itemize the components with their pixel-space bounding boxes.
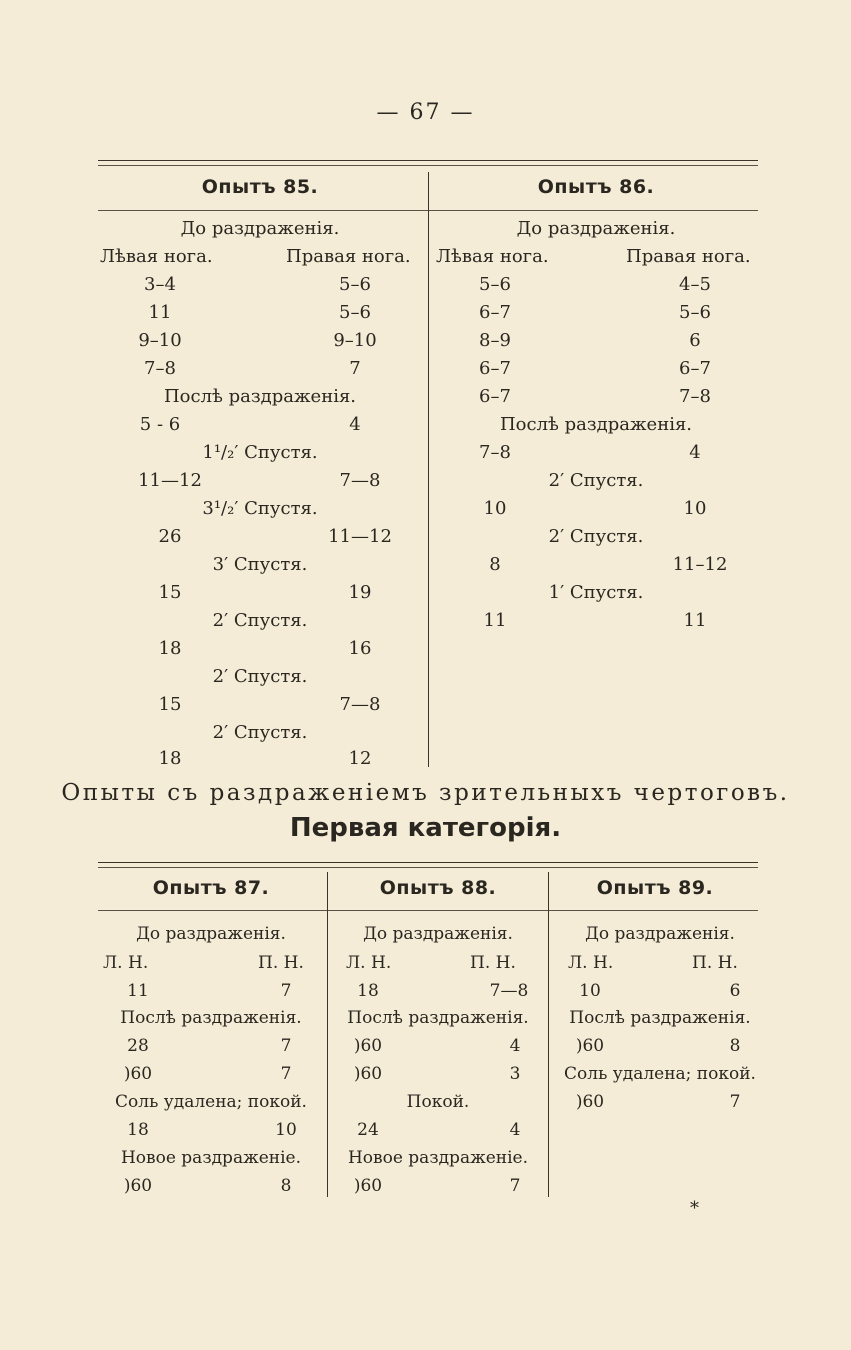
exp86-before-label: До раздраженія. [516,218,676,239]
exp87-note2: Новое раздраженіе. [120,1148,302,1168]
exp85-right-leg-header: Правая нога. [286,246,411,267]
exp86-interval3-right: 11 [683,610,707,631]
exp88-pn-header: П. Н. [470,953,516,973]
exp88-row1-right: 7—8 [489,981,529,1001]
exp87-row3-right: 7 [280,1064,292,1084]
exp88-note1: Покой. [406,1092,470,1112]
exp86-interval2-label: 2′ Спустя. [548,526,644,547]
exp87-title: Опытъ 87. [152,877,270,899]
bottom-table-rule-header [98,910,758,911]
footnote-mark: * [690,1198,699,1219]
exp87-row3-left: )60 [123,1064,153,1084]
bottom-table-divider-1 [327,872,328,1197]
exp87-ln-header: Л. Н. [103,953,149,973]
exp86-interval2-left: 8 [489,554,501,575]
exp85-before-row4-right: 7 [349,358,361,379]
exp86-interval2-right: 11–12 [672,554,728,575]
exp85-interval2-right: 11—12 [328,526,392,547]
exp87-after-label: Послѣ раздраженія. [120,1008,302,1028]
top-table-divider [428,172,429,767]
exp85-interval4-left: 18 [158,638,182,659]
exp86-after-left: 7–8 [479,442,511,463]
exp88-row4-right: 4 [509,1120,521,1140]
exp89-row2-right: 8 [729,1036,741,1056]
exp89-row3-right: 7 [729,1092,741,1112]
exp87-before-label: До раздраженія. [136,924,286,944]
exp86-interval1-left: 10 [483,498,507,519]
exp85-before-row3-right: 9–10 [333,330,377,351]
section-subtitle: Первая категорія. [289,813,562,843]
exp85-interval1-label: 1¹/₂′ Спустя. [202,442,318,463]
exp88-row1-left: 18 [357,981,379,1001]
exp89-row3-left: )60 [575,1092,605,1112]
exp85-before-row1-right: 5–6 [339,274,371,295]
exp85-title: Опытъ 85. [201,176,319,198]
exp86-before-row2-right: 5–6 [679,302,711,323]
exp88-row4-left: 24 [357,1120,379,1140]
exp86-before-row5-right: 7–8 [679,386,711,407]
exp86-interval1-label: 2′ Спустя. [548,470,644,491]
exp85-before-row2-left: 11 [148,302,172,323]
exp87-row4-left: 18 [127,1120,149,1140]
exp89-row1-right: 6 [729,981,741,1001]
exp85-interval3-label: 3′ Спустя. [212,554,308,575]
exp86-interval1-right: 10 [683,498,707,519]
bottom-table-rule-top-inner [98,867,758,868]
exp86-title: Опытъ 86. [537,176,655,198]
exp87-row5-right: 8 [280,1176,292,1196]
top-table-rule-top-inner [98,165,758,166]
exp87-row1-right: 7 [280,981,292,1001]
exp88-row3-left: )60 [353,1064,383,1084]
section-title: Опыты съ раздраженіемъ зрительныхъ чертоговъ. [61,780,790,806]
exp88-row5-right: 7 [509,1176,521,1196]
exp88-row2-left: )60 [353,1036,383,1056]
exp86-before-row3-right: 6 [689,330,701,351]
exp86-before-row4-right: 6–7 [679,358,711,379]
exp85-interval2-label: 3¹/₂′ Спустя. [202,498,318,519]
exp89-after-label: Послѣ раздраженія. [569,1008,751,1028]
exp88-row5-left: )60 [353,1176,383,1196]
exp86-before-row3-left: 8–9 [479,330,511,351]
exp86-before-row4-left: 6–7 [479,358,511,379]
exp85-interval1-right: 7—8 [339,470,381,491]
exp89-title: Опытъ 89. [596,877,714,899]
exp87-pn-header: П. Н. [258,953,304,973]
exp86-before-row1-right: 4–5 [679,274,711,295]
exp88-ln-header: Л. Н. [346,953,392,973]
exp86-interval3-label: 1′ Спустя. [548,582,644,603]
exp87-note1: Соль удалена; покой. [115,1092,307,1112]
exp89-ln-header: Л. Н. [568,953,614,973]
exp87-row4-right: 10 [275,1120,297,1140]
exp86-after-right: 4 [689,442,701,463]
exp86-right-leg-header: Правая нога. [626,246,751,267]
exp85-interval6-left: 18 [158,748,182,769]
exp87-row1-left: 11 [127,981,149,1001]
exp85-interval1-left: 11—12 [138,470,202,491]
exp85-before-row3-left: 9–10 [138,330,182,351]
exp86-before-row2-left: 6–7 [479,302,511,323]
exp85-interval6-right: 12 [348,748,372,769]
exp87-row2-right: 7 [280,1036,292,1056]
exp85-interval3-right: 19 [348,582,372,603]
exp85-before-row2-right: 5–6 [339,302,371,323]
exp89-note1: Соль удалена; покой. [564,1064,756,1084]
exp85-left-leg-header: Лѣвая нога. [100,246,213,267]
exp85-after-left: 5 - 6 [139,414,181,435]
exp86-after-label: Послѣ раздраженія. [499,414,693,435]
exp86-left-leg-header: Лѣвая нога. [436,246,549,267]
top-table-rule-top [98,160,758,161]
exp85-interval6-label: 2′ Спустя. [212,722,308,743]
exp85-interval5-label: 2′ Спустя. [212,666,308,687]
exp85-after-label: Послѣ раздраженія. [163,386,357,407]
exp87-row5-left: )60 [123,1176,153,1196]
exp89-row1-left: 10 [579,981,601,1001]
exp86-before-row5-left: 6–7 [479,386,511,407]
exp88-before-label: До раздраженія. [363,924,513,944]
exp85-before-row1-left: 3–4 [144,274,176,295]
exp85-interval3-left: 15 [158,582,182,603]
exp88-title: Опытъ 88. [379,877,497,899]
page-number: — 67 — [376,100,475,125]
exp88-after-label: Послѣ раздраженія. [347,1008,529,1028]
exp88-row2-right: 4 [509,1036,521,1056]
exp85-before-row4-left: 7–8 [144,358,176,379]
exp85-after-right: 4 [349,414,361,435]
exp89-row2-left: )60 [575,1036,605,1056]
exp86-before-row1-left: 5–6 [479,274,511,295]
exp85-before-label: До раздраженія. [180,218,340,239]
exp85-interval2-left: 26 [158,526,182,547]
exp89-before-label: До раздраженія. [585,924,735,944]
exp85-interval5-right: 7—8 [339,694,381,715]
exp85-interval5-left: 15 [158,694,182,715]
exp87-row2-left: 28 [127,1036,149,1056]
exp88-row3-right: 3 [509,1064,521,1084]
exp89-pn-header: П. Н. [692,953,738,973]
exp88-note2: Новое раздраженіе. [347,1148,529,1168]
exp85-interval4-label: 2′ Спустя. [212,610,308,631]
exp85-interval4-right: 16 [348,638,372,659]
bottom-table-rule-top [98,862,758,863]
bottom-table-divider-2 [548,872,549,1197]
exp86-interval3-left: 11 [483,610,507,631]
